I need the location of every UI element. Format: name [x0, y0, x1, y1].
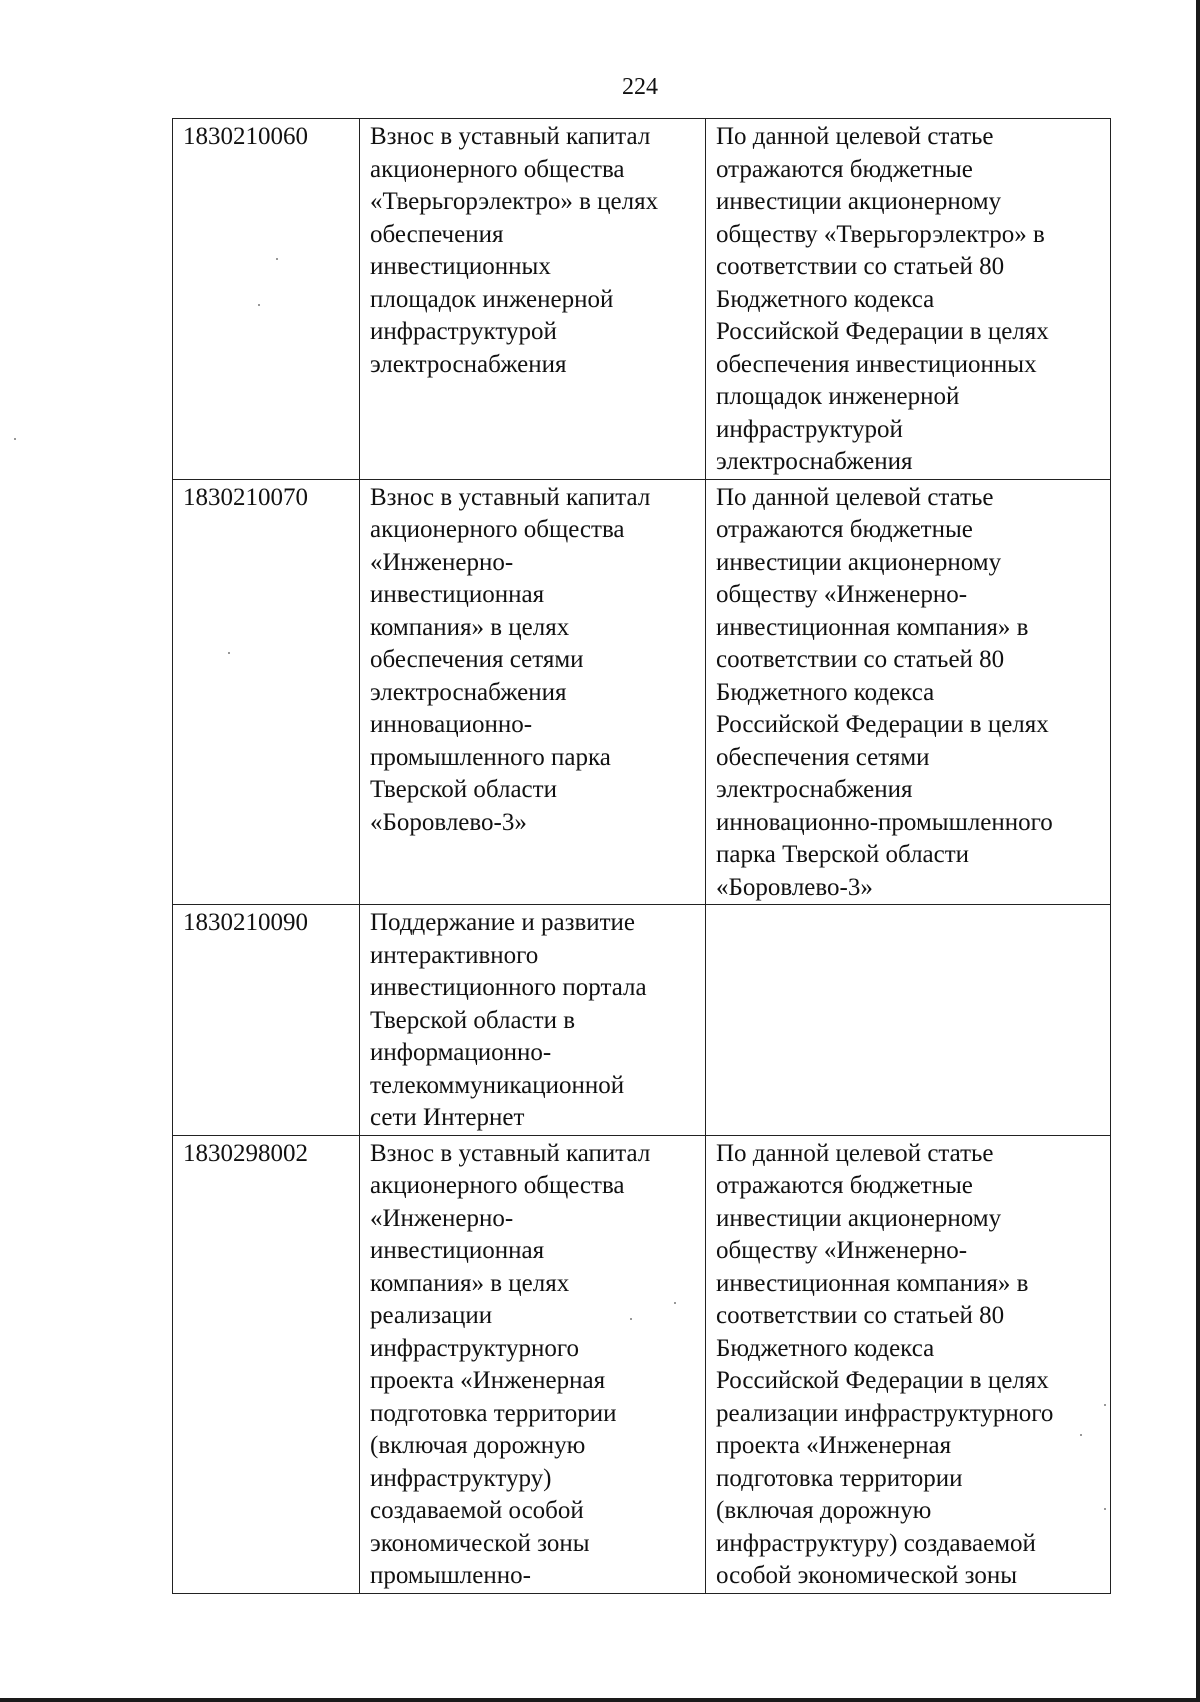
text-line: Бюджетного кодекса — [716, 1334, 935, 1362]
name-cell — [360, 1135, 706, 1593]
text-line: Тверской области в — [370, 1006, 576, 1034]
name-cell — [360, 119, 706, 480]
text-line: инфраструктуру) — [370, 1464, 552, 1492]
text-line: инновационно- — [370, 711, 533, 738]
table-body — [173, 119, 1111, 1594]
text-line: отражаются бюджетные — [716, 155, 973, 183]
text-line: инфраструктурой — [370, 318, 557, 345]
text-line: Взнос в уставный капитал — [370, 123, 651, 150]
table-row — [173, 479, 1111, 905]
text-line: Российской Федерации в целях — [716, 711, 1049, 738]
text-line: акционерного общества — [370, 1172, 625, 1199]
page-number: 224 — [622, 74, 658, 100]
text-line: обеспечения сетями — [716, 743, 930, 771]
text-line: площадок инженерной — [370, 285, 614, 313]
text-line: инвестиционного портала — [370, 974, 647, 1001]
text-line: соответствии со статьей 80 — [716, 253, 1005, 280]
text-line: отражаются бюджетные — [716, 1172, 973, 1199]
text-line: парка Тверской области — [716, 841, 970, 868]
description-cell — [706, 1135, 1111, 1593]
scan-speck — [1104, 1508, 1106, 1510]
text-line: электроснабжения — [370, 678, 567, 706]
budget-classification-table — [172, 118, 1111, 1594]
text-line: инвестиционных — [370, 253, 551, 280]
description-cell — [706, 479, 1111, 905]
scan-speck — [276, 258, 278, 260]
text-line: экономической зоны — [370, 1529, 590, 1557]
text-line: обществу «Тверьгорэлектро» в — [716, 220, 1045, 248]
text-line: компания» в целях — [370, 613, 570, 641]
table-row — [173, 1135, 1111, 1593]
text-line: соответствии со статьей 80 — [716, 646, 1005, 673]
description-cell — [706, 905, 1111, 1136]
text-line: инвестиционная — [370, 581, 545, 608]
text-line: телекоммуникационной — [370, 1071, 625, 1099]
code-cell: 1830210070 — [173, 479, 360, 905]
text-line: электроснабжения — [716, 776, 913, 803]
text-line: «Боровлево-3» — [370, 808, 527, 836]
scan-speck — [1104, 1404, 1106, 1406]
text-line: Тверской области — [370, 776, 557, 803]
text-line: реализации инфраструктурного — [716, 1399, 1054, 1427]
scan-speck — [258, 304, 260, 306]
text-line: инвестиционная — [370, 1237, 545, 1264]
scan-speck — [674, 1302, 676, 1304]
scan-speck — [1080, 1434, 1082, 1436]
text-line: (включая дорожную — [370, 1432, 586, 1459]
text-line: Бюджетного кодекса — [716, 678, 935, 706]
scan-speck — [228, 652, 230, 654]
text-line: «Тверьгорэлектро» в целях — [370, 188, 659, 215]
text-line: По данной целевой статье — [716, 123, 994, 150]
text-line: информационно- — [370, 1039, 552, 1066]
text-line: инвестиционная компания» в — [716, 613, 1029, 641]
text-line: Поддержание и развитие — [370, 909, 636, 936]
text-line: площадок инженерной — [716, 383, 960, 410]
text-line: инвестиционная компания» в — [716, 1269, 1029, 1297]
text-line: акционерного общества — [370, 516, 625, 543]
text-line: инвестиции акционерному — [716, 188, 1002, 215]
scan-edge-right — [1196, 0, 1200, 1702]
text-line: акционерного общества — [370, 155, 625, 183]
text-line: По данной целевой статье — [716, 483, 994, 511]
text-line: реализации — [370, 1302, 493, 1329]
text-line: электроснабжения — [370, 350, 567, 378]
text-line: обеспечения сетями — [370, 646, 584, 673]
text-line: сети Интернет — [370, 1104, 525, 1131]
text-line: По данной целевой статье — [716, 1139, 994, 1167]
scan-speck — [14, 438, 16, 440]
text-line: Бюджетного кодекса — [716, 285, 935, 313]
text-line: «Инженерно- — [370, 1204, 514, 1232]
text-line: инфраструктурой — [716, 415, 903, 443]
name-cell — [360, 905, 706, 1136]
text-line: Российской Федерации в целях — [716, 318, 1049, 345]
text-line: интерактивного — [370, 941, 539, 969]
code-cell: 1830210060 — [173, 119, 360, 480]
text-line: создаваемой особой — [370, 1497, 584, 1524]
text-line: электроснабжения — [716, 448, 913, 475]
table-row — [173, 905, 1111, 1136]
text-line: Российской Федерации в целях — [716, 1367, 1049, 1394]
table-row — [173, 119, 1111, 480]
text-line: проекта «Инженерная — [716, 1432, 952, 1459]
text-line: Взнос в уставный капитал — [370, 1139, 651, 1167]
text-line: обществу «Инженерно- — [716, 1237, 968, 1264]
text-line: обществу «Инженерно- — [716, 581, 968, 608]
text-line: соответствии со статьей 80 — [716, 1302, 1005, 1329]
text-line: отражаются бюджетные — [716, 516, 973, 543]
text-line: промышленного парка — [370, 743, 611, 771]
text-line: подготовка территории — [370, 1399, 617, 1427]
text-line: «Инженерно- — [370, 548, 514, 576]
text-line: особой экономической зоны — [716, 1562, 1018, 1589]
name-cell — [360, 479, 706, 905]
text-line: инфраструктурного — [370, 1334, 579, 1362]
text-line: инвестиции акционерному — [716, 1204, 1002, 1232]
text-line: обеспечения — [370, 220, 504, 248]
description-cell — [706, 119, 1111, 480]
scan-speck — [630, 1318, 632, 1320]
text-line: обеспечения инвестиционных — [716, 350, 1037, 378]
text-line: промышленно- — [370, 1562, 531, 1589]
text-line: инвестиции акционерному — [716, 548, 1002, 576]
code-cell: 1830298002 — [173, 1135, 360, 1593]
text-line: (включая дорожную — [716, 1497, 932, 1524]
text-line: компания» в целях — [370, 1269, 570, 1297]
text-line: Взнос в уставный капитал — [370, 483, 651, 511]
code-cell: 1830210090 — [173, 905, 360, 1136]
text-line: инфраструктуру) создаваемой — [716, 1529, 1036, 1557]
text-line: подготовка территории — [716, 1464, 963, 1492]
text-line: «Боровлево-3» — [716, 873, 873, 901]
text-line: проекта «Инженерная — [370, 1367, 606, 1394]
scan-edge-bottom — [0, 1698, 1200, 1702]
text-line: инновационно-промышленного — [716, 808, 1053, 836]
